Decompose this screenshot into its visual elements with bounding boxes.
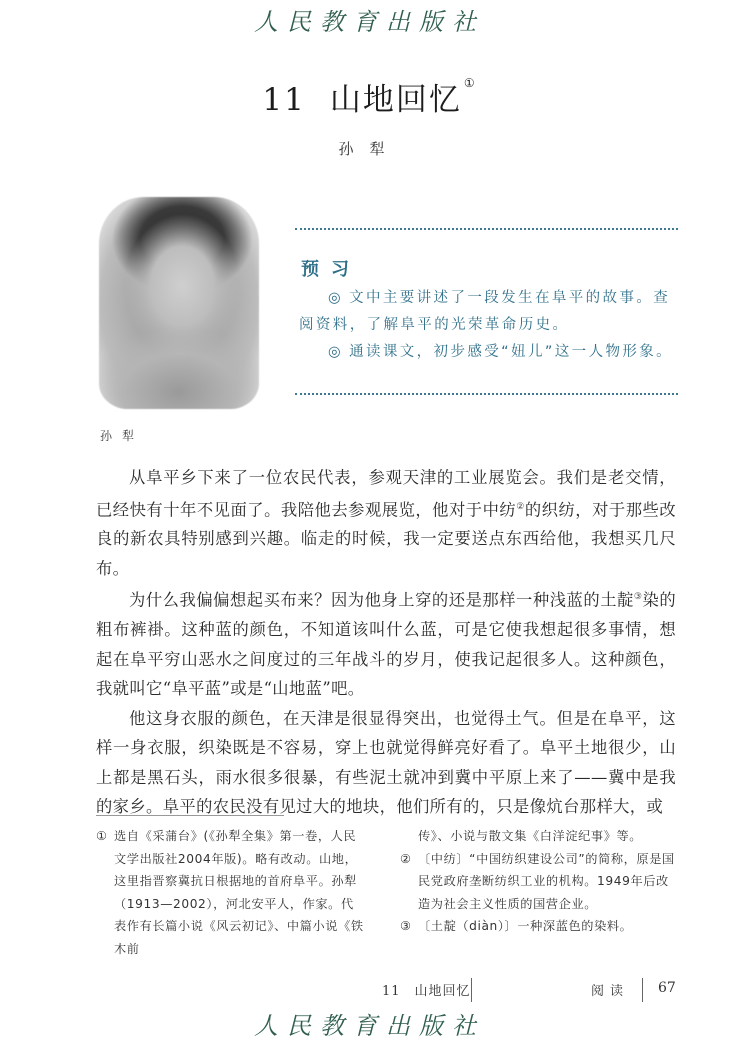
footer-chapter: 11 山地回忆 [382, 984, 471, 999]
preview-box [295, 228, 678, 398]
body-paragraph: 从阜平乡下来了一位农民代表，参观天津的工业展览会。我们是老交情，已经快有十年不见面了。我陪他去参观展览，他对于中纺②的织纺，对于那些改良的新农具特别感到兴趣。临走的时候，我一定要送点东西给他，我想买几尺布。 [96, 468, 676, 578]
footnote-item [96, 825, 366, 960]
footnote-ref[interactable]: ③ [633, 592, 643, 603]
footnote-item [400, 915, 680, 938]
title-footnote-mark[interactable]: ① [463, 76, 477, 90]
footnotes-column-left [96, 825, 366, 960]
page-number: 67 [658, 980, 676, 996]
preview-item: ◎ 文中主要讲述了一段发生在阜平的故事。查阅资料，了解阜平的光荣革命历史。 [299, 290, 671, 333]
footnotes-column-right [400, 825, 680, 938]
preview-divider-bottom [295, 393, 678, 395]
footnote-ref[interactable]: ② [516, 501, 525, 512]
preview-heading: 预习 [301, 259, 361, 280]
footnote-text: 〔土靛（diàn）〕一种深蓝色的染料。 [418, 919, 633, 933]
body-paragraph: 他这身衣服的颜色，在天津是很显得突出，也觉得土气。但是在阜平，这样一身衣服，织染既是不容易，穿上也就觉得鲜亮好看了。阜平土地很少，山上都是黑石头，雨水很多很暴，有些泥土就冲到冀中平原上来了——冀中是我的家乡。阜平的农民没有见过大的地块，他们所有的，只是像炕台那样大，或 [96, 708, 676, 817]
publisher-logo-top: 人民教育出版社 [254, 8, 485, 36]
double-circle-bullet-icon: ◎ [328, 344, 344, 360]
footnote-text: 〔中纺〕“中国纺织建设公司”的简称，原是国民党政府垄断纺织工业的机构。1949年后改造为社会主义性质的国营企业。 [418, 851, 675, 911]
author-name: 孙犁 [338, 140, 401, 158]
preview-list [299, 285, 676, 366]
footer-section: 阅读 [591, 984, 630, 999]
lesson-title [0, 74, 739, 119]
footer-divider [642, 978, 643, 1002]
footnote-mark: ② [400, 851, 412, 866]
portrait-caption: 孙犁 [100, 429, 145, 443]
author-portrait-image [99, 197, 259, 409]
footnote-text: 选自《采蒲台》(《孙犁全集》第一卷，人民文学出版社2004年版)。略有改动。山地，这里指晋察冀抗日根据地的首府阜平。孙犁（1913—2002），河北安平人，作家。代表作有长篇小说《风云初记》、中篇小说《铁木前 [114, 829, 364, 956]
footnote-mark: ③ [400, 919, 412, 933]
footer-divider [471, 978, 472, 1002]
body-paragraph: 为什么我偏偏想起买布来？因为他身上穿的还是那样一种浅蓝的土靛③染的粗布裤褂。这种蓝的颜色，不知道该叫什么蓝，可是它使我想起很多事情，想起在阜平穷山恶水之间度过的三年战斗的岁月，使我记起很多人。这种颜色，我就叫它“阜平蓝”或是“山地蓝”吧。 [96, 590, 676, 699]
lesson-number: 11 [262, 82, 306, 118]
body-text [96, 463, 676, 822]
footnote-item [400, 848, 680, 916]
running-footer [0, 980, 739, 1002]
footnote-mark: ① [96, 829, 108, 843]
footnote-continuation: 传》、小说与散文集《白洋淀纪事》等。 [418, 829, 643, 843]
footnote-divider [96, 815, 284, 816]
preview-item: ◎ 通读课文，初步感受“妞儿”这一人物形象。 [328, 344, 674, 360]
double-circle-bullet-icon: ◎ [328, 290, 344, 306]
publisher-logo-bottom: 人民教育出版社 [254, 1012, 485, 1040]
preview-divider-top [295, 228, 678, 230]
lesson-title-text: 山地回忆 [329, 82, 462, 118]
